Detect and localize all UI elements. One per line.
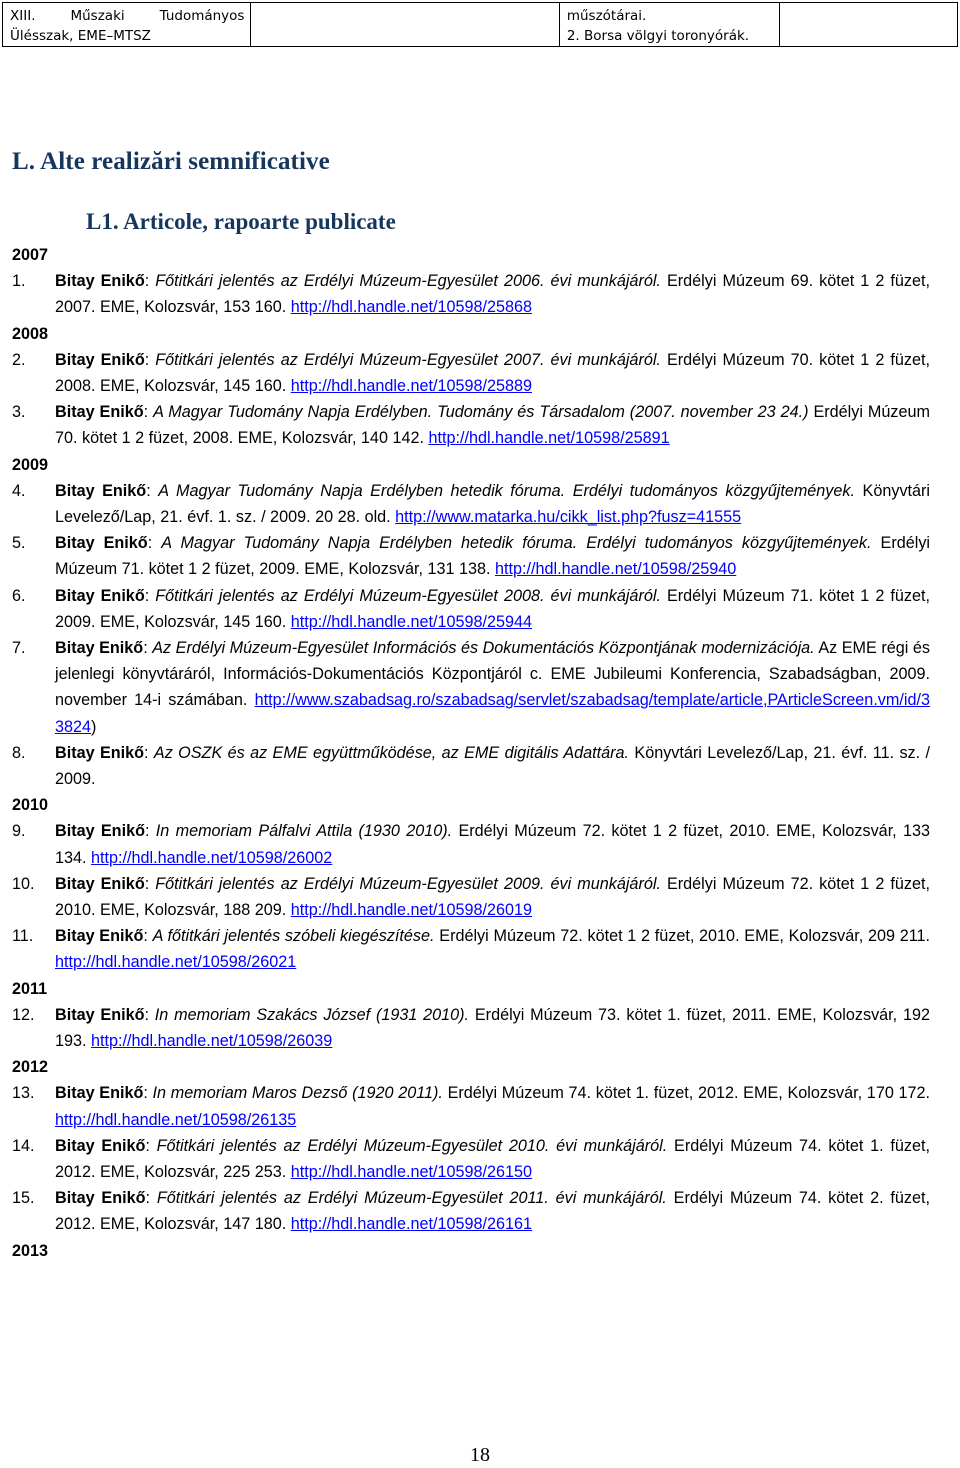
item-details: Erdélyi Múzeum 70. kötet 1 2 füzet, 2008. EME, Kolozsvár, 140 142.	[55, 403, 930, 448]
list-item	[12, 1133, 930, 1185]
item-number: 4.	[12, 481, 26, 500]
item-link[interactable]: http://hdl.handle.net/10598/25940	[495, 560, 737, 579]
item-text: Bitay Enikő: Főtitkári jelentés az Erdélyi Múzeum-Egyesület 2010. évi munkájáról. Erdélyi Múzeum 74. kötet 1. füzet, 2012. EME, Kolozsvár, 225 253. http://hdl.handle.net/10598/26150	[55, 1136, 930, 1182]
item-title: A Magyar Tudomány Napja Erdélyben hetedik fóruma. Erdélyi tudományos közgyűjtemények.	[158, 481, 855, 500]
item-link[interactable]: http://www.matarka.hu/cikk_list.php?fusz=41555	[395, 507, 742, 526]
item-title: In memoriam Szakács József (1931 2010).	[154, 1005, 470, 1024]
item-title: A Magyar Tudomány Napja Erdélyben. Tudomány és Társadalom (2007. november 23 24.)	[153, 403, 809, 422]
list-item	[12, 740, 930, 792]
item-number: 6.	[12, 586, 26, 605]
header-cell-3-line-1: műszótárai.	[566, 8, 647, 24]
item-author: Bitay Enikő	[55, 743, 145, 762]
item-author: Bitay Enikő	[55, 272, 145, 291]
item-details: Erdélyi Múzeum 72. kötet 1 2 füzet, 2010. EME, Kolozsvár, 209 211.	[439, 927, 931, 946]
item-details: Az EME régi és jelenlegi könyvtáráról, Információs-Dokumentációs Központjáról c. EME Jubileumi Konferencia, Szabadságban, 2009. november 14-i számában.	[55, 639, 930, 710]
header-cell-1-word-3: Tudományos	[159, 8, 245, 24]
header-cell-1-word-1: XIII.	[10, 8, 36, 24]
item-details: Erdélyi Múzeum 74. kötet 1. füzet, 2012. EME, Kolozsvár, 170 172.	[447, 1084, 931, 1103]
header-cell-2	[251, 3, 559, 46]
item-author: Bitay Enikő	[55, 534, 148, 553]
item-number: 13.	[12, 1084, 35, 1103]
header-cell-1-line-2: Ülésszak, EME–MTSZ	[10, 28, 151, 44]
item-after: )	[91, 717, 97, 736]
list-item	[12, 871, 930, 923]
item-link[interactable]: http://hdl.handle.net/10598/26019	[290, 901, 532, 920]
year-heading: 2009	[12, 455, 49, 474]
item-link[interactable]: http://www.szabadsag.ro/szabadsag/servlet/szabadsag/template/article,PArticleScreen.vm/id/33824	[55, 691, 930, 736]
item-link[interactable]: http://hdl.handle.net/10598/26135	[55, 1110, 297, 1129]
list-item	[12, 347, 930, 399]
list-item	[12, 399, 930, 451]
item-number: 2.	[12, 350, 26, 369]
item-text: Bitay Enikő: Főtitkári jelentés az Erdélyi Múzeum-Egyesület 2007. évi munkájáról. Erdélyi Múzeum 70. kötet 1 2 füzet, 2008. EME, Kolozsvár, 145 160. http://hdl.handle.net/10598/25889	[55, 350, 930, 395]
item-text: Bitay Enikő: Az OSZK és az EME együttműködése, az EME digitális Adattára. Könyvtári Levelező/Lap, 21. évf. 11. sz. / 2009.	[55, 743, 930, 789]
item-title: Az OSZK és az EME együttműködése, az EME digitális Adattára.	[153, 743, 630, 762]
item-number: 9.	[12, 822, 26, 841]
item-title: Főtitkári jelentés az Erdélyi Múzeum-Egyesület 2010. évi munkájáról.	[156, 1136, 668, 1155]
item-text: Bitay Enikő: Főtitkári jelentés az Erdélyi Múzeum-Egyesület 2008. évi munkájáról. Erdélyi Múzeum 71. kötet 1 2 füzet, 2009. EME, Kolozsvár, 145 160. http://hdl.handle.net/10598/25944	[55, 586, 930, 631]
item-author: Bitay Enikő	[55, 403, 144, 422]
item-link[interactable]: http://hdl.handle.net/10598/26021	[55, 953, 297, 972]
header-cell-3-line-2: 2. Borsa völgyi toronyórák.	[566, 28, 750, 44]
item-details: Erdélyi Múzeum 73. kötet 1. füzet, 2011. EME, Kolozsvár, 192 193.	[55, 1005, 930, 1051]
item-title: A főtitkári jelentés szóbeli kiegészítése.	[152, 927, 435, 946]
item-details: Erdélyi Múzeum 71. kötet 1 2 füzet, 2009. EME, Kolozsvár, 145 160.	[55, 586, 930, 631]
list-item	[12, 583, 930, 635]
item-text: Bitay Enikő: In memoriam Szakács József (1931 2010). Erdélyi Múzeum 73. kötet 1. füzet, 2011. EME, Kolozsvár, 192 193. http://hdl.handle.net/10598/26039	[55, 1005, 930, 1051]
item-author: Bitay Enikő	[55, 1005, 145, 1024]
header-cell-1	[3, 3, 251, 46]
header-cell-4	[780, 3, 957, 46]
item-author: Bitay Enikő	[55, 1189, 146, 1208]
item-details: Erdélyi Múzeum 74. kötet 2. füzet, 2012. EME, Kolozsvár, 147 180.	[55, 1189, 931, 1234]
item-number: 5.	[12, 534, 26, 553]
item-author: Bitay Enikő	[55, 350, 145, 369]
item-text: Bitay Enikő: In memoriam Maros Dezső (1920 2011). Erdélyi Múzeum 74. kötet 1. füzet, 2012. EME, Kolozsvár, 170 172. http://hdl.handle.net/10598/26135	[55, 1084, 931, 1129]
item-link[interactable]: http://hdl.handle.net/10598/25891	[428, 429, 670, 448]
item-title: Főtitkári jelentés az Erdélyi Múzeum-Egyesület 2006. évi munkájáról.	[155, 272, 661, 291]
list-item	[12, 530, 930, 582]
item-author: Bitay Enikő	[55, 822, 145, 841]
subsection-title: L1. Articole, rapoarte publicate	[86, 209, 396, 234]
item-title: In memoriam Maros Dezső (1920 2011).	[152, 1084, 443, 1103]
item-title: In memoriam Pálfalvi Attila (1930 2010).	[155, 822, 453, 841]
item-number: 1.	[12, 272, 26, 291]
item-details: Erdélyi Múzeum 70. kötet 1 2 füzet, 2008. EME, Kolozsvár, 145 160.	[55, 350, 930, 395]
item-details: Erdélyi Múzeum 74. kötet 1. füzet, 2012. EME, Kolozsvár, 225 253.	[55, 1136, 930, 1182]
list-item	[12, 818, 930, 870]
item-link[interactable]: http://hdl.handle.net/10598/26150	[290, 1163, 532, 1182]
year-heading: 2013	[12, 1241, 49, 1260]
section-title: L. Alte realizări semnificative	[12, 148, 330, 175]
year-heading: 2007	[12, 246, 49, 264]
list-item	[12, 1002, 930, 1054]
item-text: Bitay Enikő: A Magyar Tudomány Napja Erdélyben hetedik fóruma. Erdélyi tudományos közgyűjtemények. Könyvtári Levelező/Lap, 21. évf. 1. sz. / 2009. 20 28. old. http://www.matarka.hu/cikk_list.php?fusz=41555	[55, 481, 931, 526]
item-details: Erdélyi Múzeum 69. kötet 1 2 füzet, 2007. EME, Kolozsvár, 153 160.	[55, 272, 930, 317]
item-number: 12.	[12, 1005, 35, 1024]
item-number: 14.	[12, 1136, 35, 1155]
item-details: Könyvtári Levelező/Lap, 21. évf. 1. sz. / 2009. 20 28. old.	[55, 481, 931, 526]
item-number: 15.	[12, 1189, 35, 1208]
header-table	[2, 2, 958, 47]
item-number: 11.	[12, 927, 34, 946]
item-text: Bitay Enikő: A Magyar Tudomány Napja Erdélyben hetedik fóruma. Erdélyi tudományos közgyűjtemények. Erdélyi Múzeum 71. kötet 1 2 füzet, 2009. EME, Kolozsvár, 131 138. http://hdl.handle.net/10598/25940	[55, 534, 931, 579]
item-details: Erdélyi Múzeum 71. kötet 1 2 füzet, 2009. EME, Kolozsvár, 131 138.	[55, 534, 931, 579]
item-number: 10.	[12, 874, 35, 893]
item-author: Bitay Enikő	[55, 481, 147, 500]
list-item	[12, 923, 930, 975]
item-author: Bitay Enikő	[55, 639, 144, 657]
item-details: Erdélyi Múzeum 72. kötet 1 2 füzet, 2010. EME, Kolozsvár, 188 209.	[55, 874, 930, 920]
item-author: Bitay Enikő	[55, 1136, 146, 1155]
item-text: Bitay Enikő: In memoriam Pálfalvi Attila (1930 2010). Erdélyi Múzeum 72. kötet 1 2 füzet, 2010. EME, Kolozsvár, 133 134. http://hdl.handle.net/10598/26002	[55, 822, 930, 867]
item-title: Az Erdélyi Múzeum-Egyesület Információs és Dokumentációs Központjának modernizációja.	[152, 639, 815, 657]
item-author: Bitay Enikő	[55, 874, 145, 893]
item-details: Könyvtári Levelező/Lap, 21. évf. 11. sz. / 2009.	[55, 743, 930, 789]
item-text: Bitay Enikő: Az Erdélyi Múzeum-Egyesület Információs és Dokumentációs Központjának modernizációja. Az EME régi és jelenlegi könyvtáráról, Információs-Dokumentációs Központjáról c. EME Jubileumi Konferencia, Szabadságban, 2009. november 14-i számában. http://www.szabadsag.ro/szabadsag/servlet/szabadsag/template/article,PArticleScreen.vm/id/33824)	[55, 639, 930, 736]
item-text: Bitay Enikő: A főtitkári jelentés szóbeli kiegészítése. Erdélyi Múzeum 72. kötet 1 2 füzet, 2010. EME, Kolozsvár, 209 211. http://hdl.handle.net/10598/26021	[55, 927, 931, 972]
item-text: Bitay Enikő: A Magyar Tudomány Napja Erdélyben. Tudomány és Társadalom (2007. november 23 24.) Erdélyi Múzeum 70. kötet 1 2 füzet, 2008. EME, Kolozsvár, 140 142. http://hdl.handle.net/10598/25891	[55, 403, 930, 448]
item-text: Bitay Enikő: Főtitkári jelentés az Erdélyi Múzeum-Egyesület 2006. évi munkájáról. Erdélyi Múzeum 69. kötet 1 2 füzet, 2007. EME, Kolozsvár, 153 160. http://hdl.handle.net/10598/25868	[55, 272, 930, 317]
year-heading: 2012	[12, 1058, 49, 1077]
item-title: Főtitkári jelentés az Erdélyi Múzeum-Egyesület 2009. évi munkájáról.	[155, 874, 661, 893]
list-item	[12, 1185, 930, 1237]
item-title: Főtitkári jelentés az Erdélyi Múzeum-Egyesület 2011. évi munkájáról.	[156, 1189, 667, 1208]
list-item	[12, 268, 930, 320]
item-link[interactable]: http://hdl.handle.net/10598/26039	[91, 1032, 333, 1051]
item-title: Főtitkári jelentés az Erdélyi Múzeum-Egyesület 2007. évi munkájáról.	[155, 350, 661, 369]
publication-list	[12, 242, 930, 1264]
item-link[interactable]: http://hdl.handle.net/10598/26161	[290, 1215, 532, 1234]
item-author: Bitay Enikő	[55, 927, 144, 946]
item-link[interactable]: http://hdl.handle.net/10598/26002	[91, 848, 333, 867]
item-title: Főtitkári jelentés az Erdélyi Múzeum-Egyesület 2008. évi munkájáról.	[155, 586, 661, 605]
item-number: 8.	[12, 743, 26, 762]
item-link[interactable]: http://hdl.handle.net/10598/25868	[290, 298, 532, 317]
item-title: A Magyar Tudomány Napja Erdélyben hetedik fóruma. Erdélyi tudományos közgyűjtemények.	[161, 534, 872, 553]
item-link[interactable]: http://hdl.handle.net/10598/25889	[290, 376, 532, 395]
item-number: 3.	[12, 403, 26, 422]
header-cell-3	[560, 3, 781, 46]
item-author: Bitay Enikő	[55, 1084, 144, 1103]
list-item	[12, 478, 930, 530]
item-text: Bitay Enikő: Főtitkári jelentés az Erdélyi Múzeum-Egyesület 2011. évi munkájáról. Erdélyi Múzeum 74. kötet 2. füzet, 2012. EME, Kolozsvár, 147 180. http://hdl.handle.net/10598/26161	[55, 1189, 931, 1234]
header-cell-1-word-2: Műszaki	[70, 8, 125, 24]
item-number: 7.	[12, 639, 26, 657]
year-heading: 2008	[12, 324, 49, 343]
item-link[interactable]: http://hdl.handle.net/10598/25944	[290, 612, 532, 631]
item-author: Bitay Enikő	[55, 586, 145, 605]
list-item	[12, 1080, 930, 1132]
item-text: Bitay Enikő: Főtitkári jelentés az Erdélyi Múzeum-Egyesület 2009. évi munkájáról. Erdélyi Múzeum 72. kötet 1 2 füzet, 2010. EME, Kolozsvár, 188 209. http://hdl.handle.net/10598/26019	[55, 874, 930, 920]
item-details: Erdélyi Múzeum 72. kötet 1 2 füzet, 2010. EME, Kolozsvár, 133 134.	[55, 822, 930, 867]
year-heading: 2011	[12, 979, 48, 998]
list-item	[12, 635, 930, 740]
year-heading: 2010	[12, 796, 49, 815]
page-number: 18	[470, 1444, 490, 1466]
